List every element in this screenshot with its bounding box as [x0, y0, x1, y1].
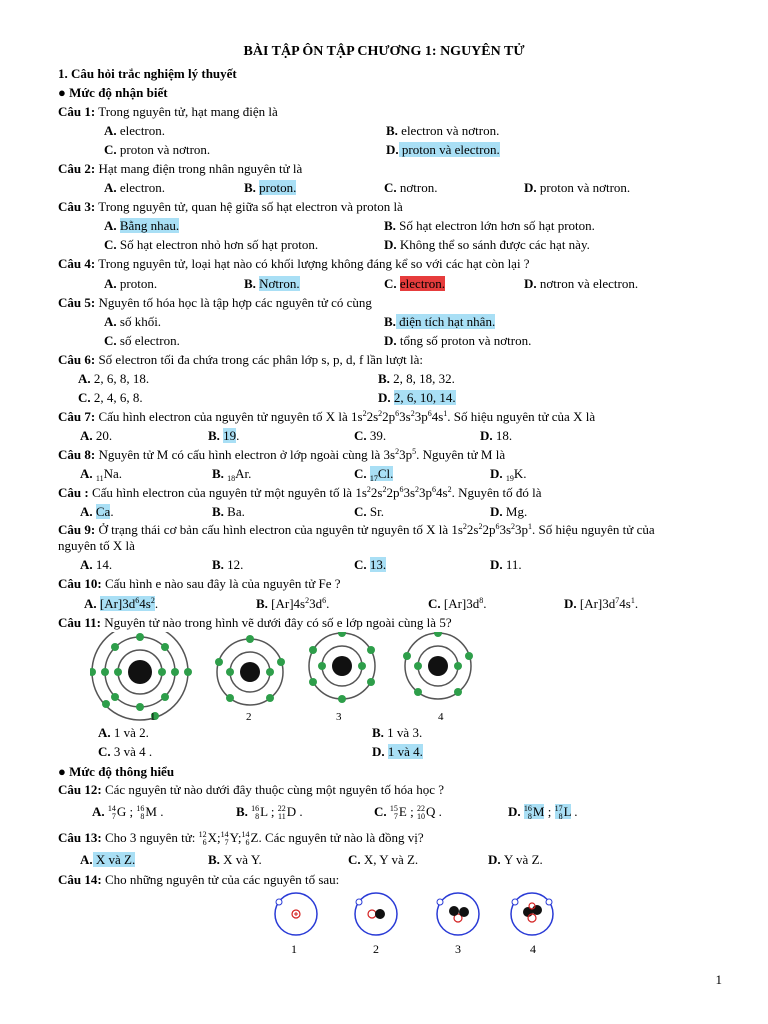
question-9-cont: nguyên tố X là — [58, 538, 135, 553]
level-heading-2: ● Mức độ thông hiểu — [58, 764, 175, 779]
q6-option-d[interactable]: D. 2, 6, 10, 14. — [378, 390, 456, 405]
q14-atom-diagrams — [260, 890, 560, 942]
q10-option-d[interactable]: D. $[Ar]3d^74s^1$. — [564, 596, 639, 611]
q7-option-d[interactable]: D. 18. — [480, 428, 513, 443]
q4-option-d[interactable]: D. nơtron và electron. — [524, 276, 639, 291]
question-6: Câu 6: Số electron tối đa chứa trong các phân lớp s, p, d, f lần lượt là: — [58, 352, 424, 367]
q11-fig-label-3: 3 — [336, 711, 342, 723]
q11-option-d[interactable]: D. 1 và 4. — [372, 744, 423, 759]
atom-diagram-2 — [215, 635, 285, 705]
atom-diagram-4 — [403, 632, 473, 699]
question-5: Câu 5: Nguyên tố hóa học là tập hợp các nguyên tử có cùng — [58, 295, 372, 310]
q13-option-b[interactable]: B. X và Y. — [208, 852, 262, 867]
q3-option-c[interactable]: C. Số hạt electron nhỏ hơn số hạt proton. — [104, 237, 319, 252]
question-unnumbered: Câu : Cấu hình electron của nguyên tử một nguyên tố là $1s^22s^22p^63s^23p^64s^2$. Nguyên tố đó là — [58, 485, 542, 500]
question-8: Câu 8: Nguyên tử M có cấu hình electron ở lớp ngoài cùng là $3s^23p^5$. Nguyên tử M là — [58, 447, 506, 462]
q9-option-a[interactable]: A. 14. — [80, 557, 113, 572]
q11-option-a[interactable]: A. 1 và 2. — [98, 725, 149, 740]
atom-diagram-1 — [90, 632, 192, 720]
qx-option-c[interactable]: C. Sr. — [354, 504, 384, 519]
q12-option-a[interactable]: A. 14 7G ; 16 8M . — [92, 804, 164, 822]
qx-option-b[interactable]: B. Ba. — [212, 504, 245, 519]
q2-option-d[interactable]: D. proton và nơtron. — [524, 180, 631, 195]
q2-option-b[interactable]: B. proton. — [244, 180, 297, 195]
q3-option-b[interactable]: B. Số hạt electron lớn hơn số hạt proton. — [384, 218, 595, 233]
q10-option-c[interactable]: C. $[Ar]3d^8$. — [428, 596, 487, 611]
q5-option-d[interactable]: D. tổng số proton và nơtron. — [384, 333, 532, 348]
q8-option-d[interactable]: D. $_{19}$K. — [490, 466, 527, 483]
section-heading: 1. Câu hỏi trắc nghiệm lý thuyết — [58, 66, 237, 81]
q1-option-d[interactable]: D. proton và electron. — [386, 142, 500, 157]
q12-option-b[interactable]: B. 16 8L ; 22 11D . — [236, 804, 303, 822]
q2-option-a[interactable]: A. electron. — [104, 180, 166, 195]
q14-atom-4 — [511, 893, 553, 935]
q13-option-d[interactable]: D. Y và Z. — [488, 852, 543, 867]
q11-fig-label-2: 2 — [246, 711, 252, 723]
question-11: Câu 11: Nguyên tử nào trong hình vẽ dưới đây có số e lớp ngoài cùng là 5? — [58, 615, 452, 630]
q1-option-a[interactable]: A. electron. — [104, 123, 166, 138]
atom-diagram-3 — [309, 632, 375, 703]
q14-atom-3 — [437, 893, 479, 935]
q8-option-a[interactable]: A. $_{11}$Na. — [80, 466, 123, 483]
level-heading: ● Mức độ nhận biết — [58, 85, 168, 100]
q3-option-d[interactable]: D. Không thể so sánh được các hạt này. — [384, 237, 590, 252]
q12-option-c[interactable]: C. 15 7E ; 22 10Q . — [374, 804, 442, 822]
q11-fig-label-1: 1 — [150, 711, 156, 723]
q9-option-c[interactable]: C. 13. — [354, 557, 387, 572]
q6-option-c[interactable]: C. 2, 4, 6, 8. — [78, 390, 143, 405]
q14-atom-1 — [275, 893, 317, 935]
q8-option-c[interactable]: C. $_{17}$Cl. — [354, 466, 394, 483]
q14-atom-2 — [355, 893, 397, 935]
question-2: Câu 2: Hạt mang điện trong nhân nguyên tử là — [58, 161, 303, 176]
question-3: Câu 3: Trong nguyên tử, quan hệ giữa số hạt electron và proton là — [58, 199, 403, 214]
q14-fig-label-3: 3 — [455, 942, 461, 956]
q9-option-b[interactable]: B. 12. — [212, 557, 244, 572]
q6-option-a[interactable]: A. 2, 6, 8, 18. — [78, 371, 150, 386]
q10-option-a[interactable]: A. $[Ar]3d^64s^2$. — [84, 596, 159, 611]
q11-fig-label-4: 4 — [438, 711, 444, 723]
qx-option-d[interactable]: D. Mg. — [490, 504, 528, 519]
question-9: Câu 9: Ở trạng thái cơ bản cấu hình electron của nguyên tử nguyên tố X là $1s^22s^22p^63s^23p^1$. Số hiệu nguyên tử của — [58, 522, 655, 537]
q7-option-b[interactable]: B. 19. — [208, 428, 240, 443]
q3-option-a[interactable]: A. Bằng nhau. — [104, 218, 180, 233]
q5-option-a[interactable]: A. số khối. — [104, 314, 162, 329]
q7-option-c[interactable]: C. 39. — [354, 428, 387, 443]
qx-option-a[interactable]: A. Ca. — [80, 504, 114, 519]
q4-option-a[interactable]: A. proton. — [104, 276, 158, 291]
q10-option-b[interactable]: B. $[Ar]4s^23d^6$. — [256, 596, 330, 611]
q11-option-c[interactable]: C. 3 và 4 . — [98, 744, 153, 759]
q4-option-b[interactable]: B. Nơtron. — [244, 276, 300, 291]
question-14: Câu 14: Cho những nguyên tử của các nguyên tố sau: — [58, 872, 340, 887]
q5-option-b[interactable]: B. điện tích hạt nhân. — [384, 314, 496, 329]
question-12: Câu 12: Các nguyên tử nào dưới đây thuộc cùng một nguyên tố hóa học ? — [58, 782, 444, 797]
q13-option-a[interactable]: A. X và Z. — [80, 852, 136, 867]
q2-option-c[interactable]: C. nơtron. — [384, 180, 438, 195]
q5-option-c[interactable]: C. số electron. — [104, 333, 180, 348]
q12-option-d[interactable]: D. 16 8M ; 17 8L . — [508, 804, 578, 822]
q1-option-b[interactable]: B. electron và nơtron. — [386, 123, 500, 138]
q14-fig-label-1: 1 — [291, 942, 297, 956]
q4-option-c[interactable]: C. electron. — [384, 276, 446, 291]
q14-fig-label-2: 2 — [373, 942, 379, 956]
q7-option-a[interactable]: A. 20. — [80, 428, 113, 443]
q14-fig-label-4: 4 — [530, 942, 536, 956]
question-10: Câu 10: Cấu hình e nào sau đây là của nguyên tử Fe ? — [58, 576, 341, 591]
question-7: Câu 7: Cấu hình electron của nguyên tử nguyên tố X là $1s^22s^22p^63s^23p^64s^1$. Số hiệu nguyên tử của X là — [58, 409, 596, 424]
question-13: Câu 13: Cho 3 nguyên tử: 12 6X;14 7Y;14 6Z. Các nguyên tử nào là đồng vị? — [58, 830, 424, 848]
q1-option-c[interactable]: C. proton và nơtron. — [104, 142, 211, 157]
question-4: Câu 4: Trong nguyên tử, loại hạt nào có khối lượng không đáng kể so với các hạt còn lại ? — [58, 256, 530, 271]
page-title: BÀI TẬP ÔN TẬP CHƯƠNG 1: NGUYÊN TỬ — [243, 44, 525, 59]
page-number: 1 — [715, 972, 722, 987]
q8-option-b[interactable]: B. $_{18}$Ar. — [212, 466, 252, 483]
q13-option-c[interactable]: C. X, Y và Z. — [348, 852, 419, 867]
question-1: Câu 1: Trong nguyên tử, hạt mang điện là — [58, 104, 278, 119]
q6-option-b[interactable]: B. 2, 8, 18, 32. — [378, 371, 455, 386]
q9-option-d[interactable]: D. 11. — [490, 557, 522, 572]
q11-option-b[interactable]: B. 1 và 3. — [372, 725, 423, 740]
